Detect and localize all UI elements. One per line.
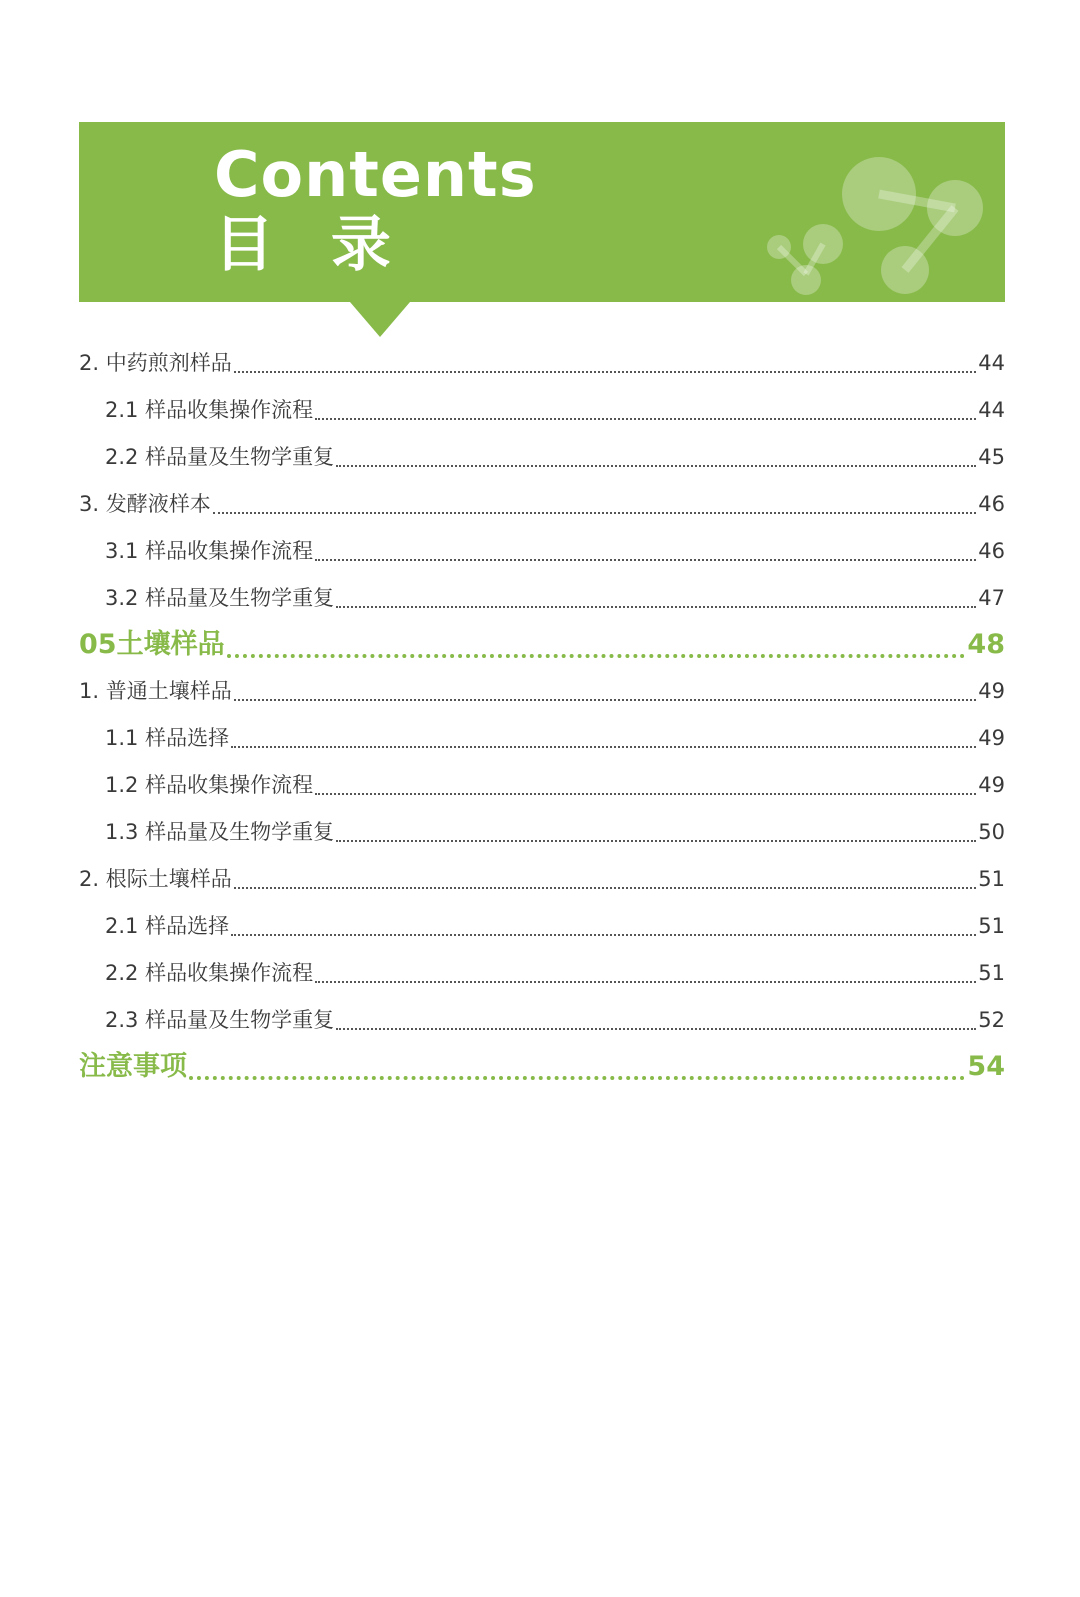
toc-entry-label: 2.2 样品收集操作流程 <box>105 961 314 985</box>
toc-entry[interactable] <box>79 387 1005 434</box>
toc-entry[interactable] <box>79 950 1005 997</box>
toc-page-number: 47 <box>978 586 1005 610</box>
toc-entry[interactable] <box>79 762 1005 809</box>
toc-entry[interactable] <box>79 809 1005 856</box>
toc-page-number: 51 <box>978 867 1005 891</box>
toc-page-number: 46 <box>978 492 1005 516</box>
toc-dot-leader <box>234 699 977 701</box>
toc-page-number: 54 <box>967 1051 1005 1082</box>
toc-entry[interactable] <box>79 481 1005 528</box>
toc-dot-leader <box>315 559 976 561</box>
page-title-zh: 目 录 <box>214 210 409 280</box>
toc-dot-leader <box>231 934 976 936</box>
toc-entry[interactable] <box>79 997 1005 1044</box>
toc-entry-label: 2.1 样品收集操作流程 <box>105 398 314 422</box>
toc-dot-leader <box>336 606 976 608</box>
toc-entry-label: 2. 中药煎剂样品 <box>79 351 232 375</box>
toc-entry-label: 注意事项 <box>79 1051 187 1082</box>
toc-page-number: 44 <box>978 398 1005 422</box>
toc-dot-leader <box>227 654 966 658</box>
toc-page-number: 49 <box>978 726 1005 750</box>
toc-dot-leader <box>189 1076 965 1080</box>
toc-dot-leader <box>315 793 976 795</box>
toc-page-number: 49 <box>978 773 1005 797</box>
page-title-en: Contents <box>214 138 537 211</box>
banner-pointer <box>350 302 410 337</box>
toc-entry[interactable] <box>79 903 1005 950</box>
toc-page-number: 50 <box>978 820 1005 844</box>
toc-entry-label: 2. 根际土壤样品 <box>79 867 232 891</box>
toc-entry[interactable] <box>79 668 1005 715</box>
toc-page-number: 44 <box>978 351 1005 375</box>
toc-dot-leader <box>336 840 976 842</box>
toc-page-number: 52 <box>978 1008 1005 1032</box>
toc-entry[interactable] <box>79 434 1005 481</box>
contents-banner <box>79 122 1005 302</box>
toc-chapter-entry[interactable] <box>79 1044 1005 1090</box>
toc-entry-label: 3.2 样品量及生物学重复 <box>105 586 335 610</box>
toc-page-number: 46 <box>978 539 1005 563</box>
toc-entry-label: 1. 普通土壤样品 <box>79 679 232 703</box>
toc-entry-label: 3. 发酵液样本 <box>79 492 211 516</box>
toc-page-number: 48 <box>967 629 1005 660</box>
toc-dot-leader <box>336 465 976 467</box>
toc-dot-leader <box>234 371 977 373</box>
molecule-icon <box>79 122 1005 302</box>
toc-entry[interactable] <box>79 575 1005 622</box>
toc-dot-leader <box>315 418 976 420</box>
toc-dot-leader <box>231 746 976 748</box>
toc-entry-label: 1.2 样品收集操作流程 <box>105 773 314 797</box>
toc-entry[interactable] <box>79 856 1005 903</box>
toc-entry-label: 1.3 样品量及生物学重复 <box>105 820 335 844</box>
toc-entry[interactable] <box>79 715 1005 762</box>
toc-entry-label: 2.1 样品选择 <box>105 914 230 938</box>
toc-entry[interactable] <box>79 340 1005 387</box>
table-of-contents <box>79 340 1005 1090</box>
toc-dot-leader <box>213 512 977 514</box>
toc-page-number: 51 <box>978 914 1005 938</box>
toc-entry-label: 2.2 样品量及生物学重复 <box>105 445 335 469</box>
toc-page-number: 45 <box>978 445 1005 469</box>
toc-dot-leader <box>315 981 976 983</box>
toc-entry[interactable] <box>79 528 1005 575</box>
toc-entry-label: 3.1 样品收集操作流程 <box>105 539 314 563</box>
toc-dot-leader <box>336 1028 976 1030</box>
toc-page-number: 49 <box>978 679 1005 703</box>
toc-entry-label: 1.1 样品选择 <box>105 726 230 750</box>
toc-page-number: 51 <box>978 961 1005 985</box>
toc-chapter-entry[interactable] <box>79 622 1005 668</box>
toc-dot-leader <box>234 887 977 889</box>
toc-entry-label: 05土壤样品 <box>79 629 225 660</box>
toc-entry-label: 2.3 样品量及生物学重复 <box>105 1008 335 1032</box>
